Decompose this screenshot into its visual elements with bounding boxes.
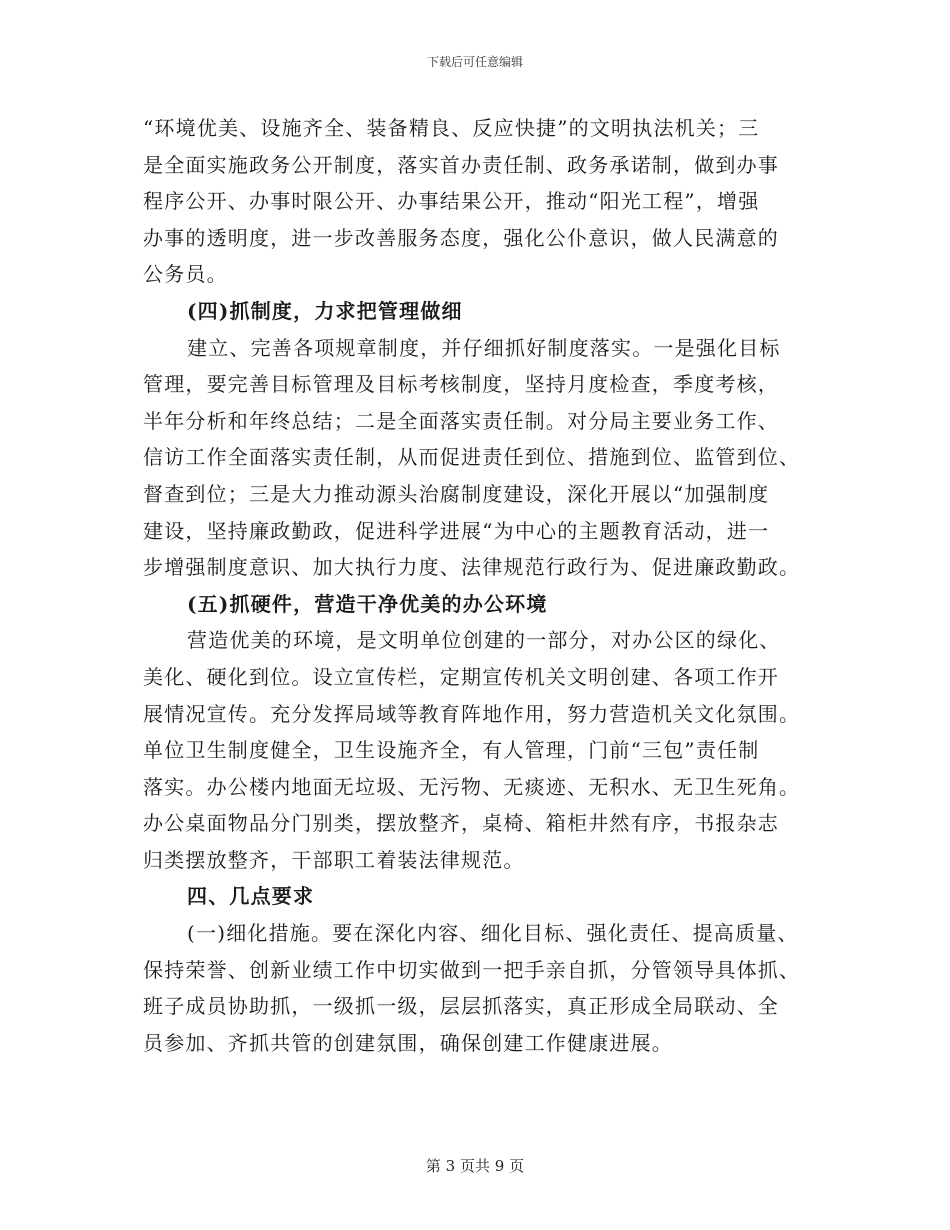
section-heading: (五)抓硬件，营造干净优美的办公环境 (187, 591, 548, 616)
body-text-line: 督查到位；三是大力推动源头治腐制度建设，深化开展以“加强制度 (143, 481, 770, 506)
body-text-line: 管理，要完善目标管理及目标考核制度，坚持月度检查，季度考核， (143, 372, 779, 397)
body-text-line: 是全面实施政务公开制度，落实首办责任制、政务承诺制，做到办事 (143, 152, 779, 177)
body-text-line: 展情况宣传。充分发挥局域等教育阵地作用，努力营造机关文化氛围。 (143, 701, 801, 726)
body-text-line: 步增强制度意识、加大执行力度、法律规范行政行为、促进廉政勤政。 (143, 555, 801, 580)
document-body (143, 110, 808, 1061)
body-text-line: 归类摆放整齐，干部职工着装法律规范。 (143, 847, 525, 872)
body-text-line: 半年分析和年终总结；二是全面落实责任制。对分局主要业务工作、 (143, 408, 779, 433)
body-text-line: 办事的透明度，进一步改善服务态度，强化公仆意识，做人民满意的 (143, 225, 779, 250)
body-text-line: 员参加、齐抓共管的创建氛围，确保创建工作健康进展。 (143, 1030, 673, 1055)
section-heading: 四、几点要求 (187, 884, 315, 909)
page-header: 下载后可任意编辑 (426, 55, 523, 69)
body-text-line: 程序公开、办事时限公开、办事结果公开，推动“阳光工程”，增强 (143, 189, 760, 214)
body-text-line: 美化、硬化到位。设立宣传栏，定期宣传机关文明创建、各项工作开 (143, 664, 779, 689)
body-text-line: 保持荣誉、创新业绩工作中切实做到一把手亲自抓，分管领导具体抓、 (143, 957, 801, 982)
body-text-line: 办公桌面物品分门别类，摆放整齐，桌椅、箱柜井然有序，书报杂志 (143, 811, 779, 836)
body-text-line: 建立、完善各项规章制度，并仔细抓好制度落实。一是强化目标 (187, 335, 781, 360)
body-text-line: 公务员。 (143, 262, 228, 287)
body-text-line: 单位卫生制度健全，卫生设施齐全，有人管理，门前“三包”责任制 (143, 738, 760, 763)
body-text-line: (一)细化措施。要在深化内容、细化目标、强化责任、提高质量、 (187, 921, 799, 946)
section-heading: (四)抓制度，力求把管理做细 (187, 298, 463, 323)
body-text-line: 班子成员协助抓，一级抓一级，层层抓落实，真正形成全局联动、全 (143, 994, 779, 1019)
body-text-line: 建设，坚持廉政勤政，促进科学进展“为中心的主题教育活动，进一 (143, 518, 770, 543)
body-text-line: 信访工作全面落实责任制，从而促进责任到位、措施到位、监管到位、 (143, 445, 801, 470)
page-footer: 第 3 页共 9 页 (425, 1157, 525, 1175)
body-text-line: 营造优美的环境，是文明单位创建的一部分，对办公区的绿化、 (187, 628, 781, 653)
body-text-line: 落实。办公楼内地面无垃圾、无污物、无痰迹、无积水、无卫生死角。 (143, 774, 801, 799)
body-text-line: “环境优美、设施齐全、装备精良、反应快捷”的文明执法机关；三 (143, 116, 760, 140)
